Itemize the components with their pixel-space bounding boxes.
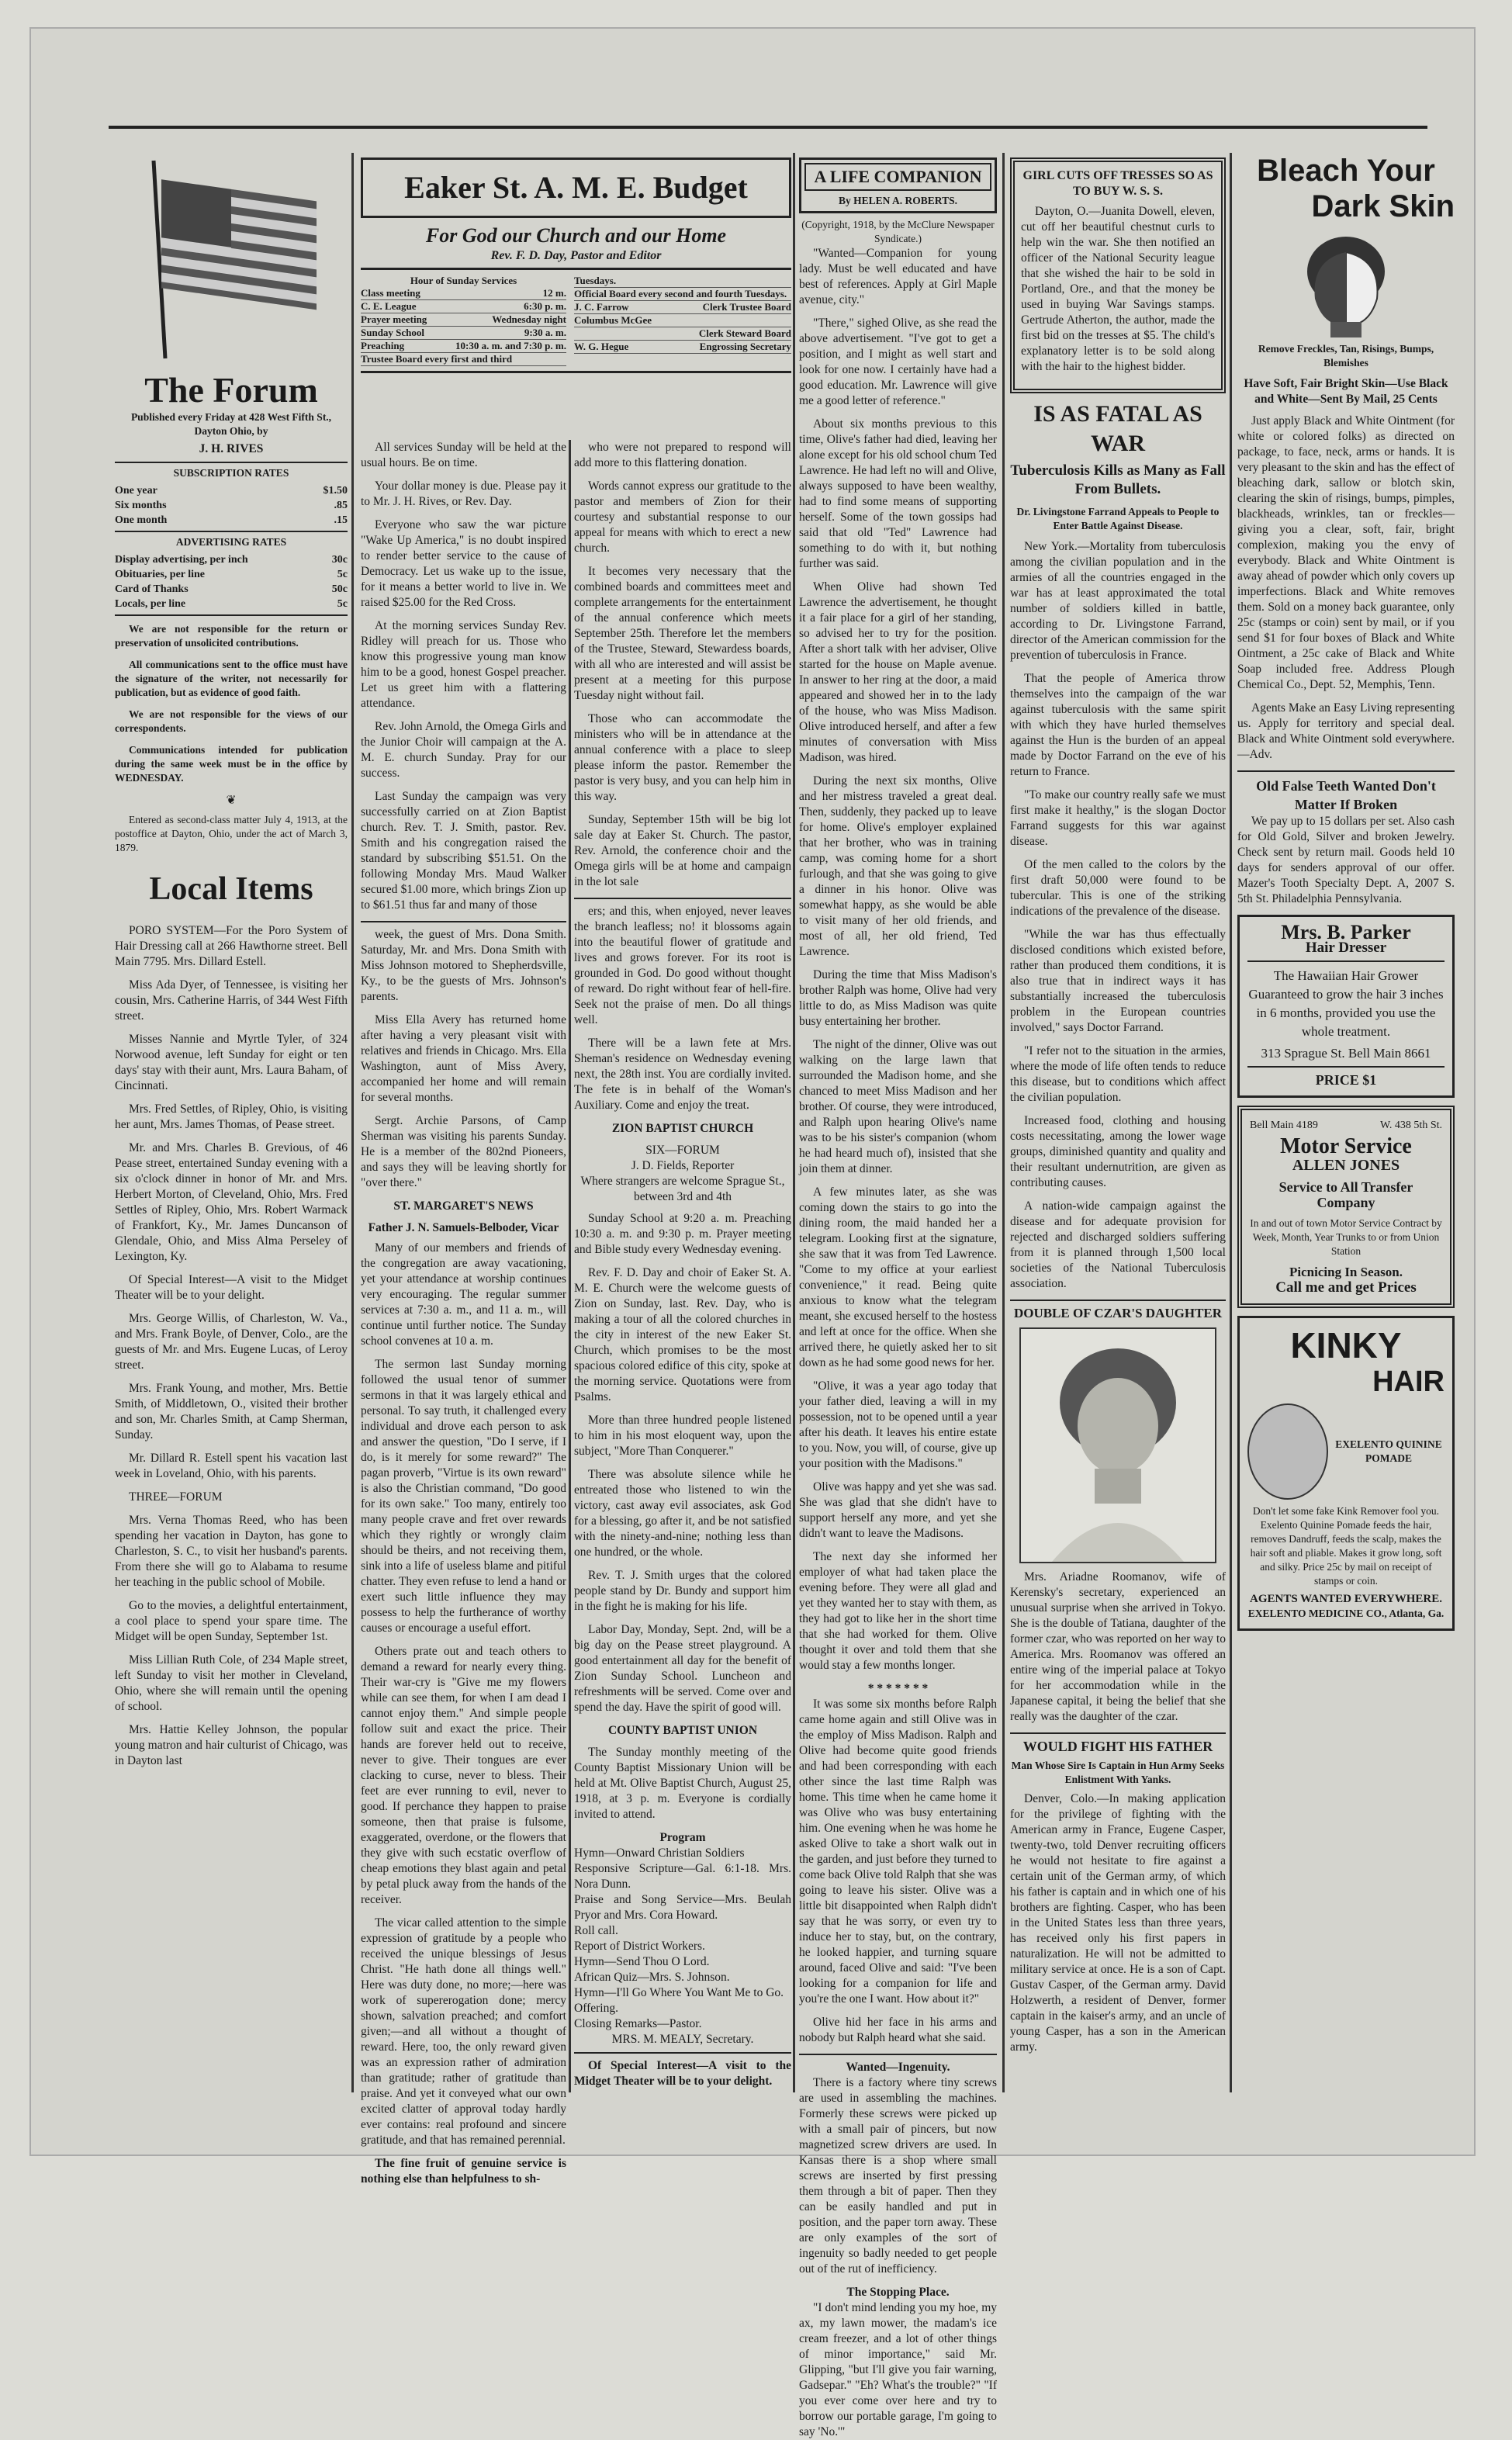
program-item: Praise and Song Service—Mrs. Beulah Pryor and Mrs. Cora Howard. (574, 1893, 791, 1922)
zion-paragraph: Sunday School at 9:20 a. m. Preaching 10:30 a. m. and 9:30 p. m. Prayer meeting and Bible study every Wednesday evening. (574, 1212, 791, 1256)
schedule-label: C. E. League (361, 300, 417, 312)
column-divider (1230, 153, 1232, 2092)
motor-phone: Bell Main 4189 (1250, 1120, 1318, 1131)
budget-pastor: Rev. F. D. Day, Pastor and Editor (361, 249, 791, 270)
local-item: Mrs. George Willis, of Charleston, W. Va., and Mrs. Frank Boyle, of Denver, Colo., are the guests of Mr. and Mrs. Eugene Lucas, of Leroy street. (115, 1312, 348, 1372)
fatal-title: IS AS FATAL AS WAR (1033, 401, 1202, 456)
fatal-paragraph: That the people of America throw themselves into the campaign of the war against tuberculosis with the same spirit with which they have hurled themselves against the Hun is the burden of an appeal made by Doctor Farrand on the eve of his return to France. (1010, 672, 1226, 778)
program-item: Offering. (574, 2002, 618, 2015)
rate-value: $1.50 (323, 485, 348, 497)
story-paragraph: About six months previous to this time, Olive's father had died, leaving her alone except for his old school chum Ted Lawrence. He had left no will and Olive, always supposed to have been wealthy, had to find some means of supporting herself. Some of the town gossips had said that old "Ted" Lawrence had something to do with it, but nothing further was said. (799, 417, 997, 570)
column-forum (115, 153, 348, 2092)
woman-portrait (1247, 1403, 1328, 1500)
local-item: PORO SYSTEM—For the Poro System of Hair Dressing call at 266 Hawthorne street. Bell Main 7795. Mrs. Dillard Estell. (115, 924, 348, 968)
program-item: Roll call. (574, 1924, 618, 1937)
rate-value: .15 (334, 514, 348, 526)
czar-caption: Mrs. Ariadne Roomanov, wife of Kerensky's secretary, experienced an unusual surprise when she arrived in Tokyo. She is the double of Tatiana, daughter of the former czar, who was reported on her way to America. Mrs. Roomanov was offered an entire wing of the imperial palace at Tokyo for her accommodation while in the Japanese capital, it being the belief that she really was the daughter of the czar. (1010, 1570, 1226, 1723)
forum-notice: Communications intended for publication during the same week must be in the office by WEDNESDAY. (115, 744, 348, 784)
margaret-paragraph: The sermon last Sunday morning followed the usual tenor of summer sermons in that it was largely ethical and personal. To say truth, it challenged every individual and drove each person to ask and answer the question, "Do I serve, if I do, is it merely for some reward?" The pagan proverb, "Virtue is its own reward" is also the Christian command, "Do good for its own sake." Too many, entirely too many people crave and fret over rewards which they rightly or wrongly claim should be theirs, and not receiving them, sink into a life of useless blame and pitiful chatter. They even refuse to lend a hand or exert such little influence they may possess to help the furtherance of worthy causes or encourage a useful effort. (361, 1358, 566, 1635)
story-paragraph: When Olive had shown Ted Lawrence the advertisement, he thought it a fair place for a girl of her standing, so advised her to try for the position. After a short talk with her adviser, Olive started for the house on Maple avenue. In answer to her ring at the door, a maid appeared and showed her in to the lady of the house, who was Miss Madison. Olive introduced herself, and after a few minutes of conversation with Miss Madison, was hired. (799, 580, 997, 764)
budget-paragraph: Sunday, September 15th will be big lot sale day at Eaker St. Church. The pastor, Rev. Arnold, the conference choir and the Omega girls will be at home and campaign in the lot sale (574, 813, 791, 888)
zion-paragraph: Rev. F. D. Day and choir of Eaker St. A. M. E. Church were the welcome guests of Zion on Sunday, last. Rev. Day, who is making a tour of all the colored churches in the city in interest of the new Eaker St. Church, which promises to be the most spacious colored edifice of this city, spoke at the morning service. Quotations were from Psalms. (574, 1266, 791, 1403)
kinky-title2: HAIR (1372, 1365, 1445, 1398)
story-paragraph: "Olive, it was a year ago today that your father died, leaving a will in my possession, not to be opened until a year after his death. It leaves his entire estate to you. Now, you will, of course, give up your position with the Madisons." (799, 1379, 997, 1470)
budget-paragraph: Rev. John Arnold, the Omega Girls and the Junior Choir will campaign at the A. M. E. church Sunday. Pray for our success. (361, 720, 566, 780)
rate-label: Display advertising, per inch (115, 554, 248, 566)
schedule-value: Clerk Trustee Board (702, 301, 791, 313)
column-news (1010, 153, 1226, 2092)
forum-entered: Entered as second-class matter July 4, 1913, at the postoffice at Dayton, Ohio, under the act of March 3, 1879. (115, 814, 348, 853)
county-paragraph: The Sunday monthly meeting of the County Baptist Missionary Union will be held at Mt. Olive Baptist Church, August 25, 1918, at 3 p. m. Everyone is cordially invited to attend. (574, 1746, 791, 1821)
local-item: Mrs. Verna Thomas Reed, who has been spending her vacation in Dayton, has gone to Charleston, S. C., to visit her husband's parents. From there she will go to Alabama to resume her teaching in the public school of Mobile. (115, 1514, 348, 1589)
margaret-paragraph: The vicar called attention to the simple expression of gratitude by a people who received the unique blessings of Jesus Christ. "He hath done all things well." Here was duty done, no more;—here was work of supererogation done; mercy shown, salvation preached; and comfort given;—and all without a thought of reward. Here, too, the only reward given was an expression rather of admiration than gratitude; rather of gratitude than praise. And yet it conveyed what our own excited clatter of approval today hardly ever contains: real profound and sincere gratitude, and that has remained perennial. (361, 1916, 566, 2147)
local-item: Mr. and Mrs. Charles B. Grevious, of 46 Pease street, entertained Sunday evening with a six o'clock dinner in honor of Mr. and Mrs. Herbert Morton, of Cleveland, Ohio, Mrs. Fred Settles of Ripley, Ohio, Mrs. Robert Warmack of Frankfort, Ky., Mr. James Duncanson of Glendale, Ohio, and Miss Alma Perseley of Lexington, Ky. (115, 1141, 348, 1263)
bleach-remove: Remove Freckles, Tan, Risings, Bumps, Blemishes (1258, 343, 1434, 369)
rate-value: 5c (337, 569, 348, 580)
budget-paragraph: Words cannot express our gratitude to the pastor and members of Zion for their courtesy and substantial response to our appeal for means with which to erect a new church. (574, 479, 791, 555)
rate-value: 30c (331, 554, 348, 566)
local-item: Mr. Dillard R. Estell spent his vacation last week in Loveland, Ohio, with his parents. (115, 1452, 348, 1480)
schedule-value: 9:30 a. m. (524, 327, 566, 338)
margaret-vicar: Father J. N. Samuels-Belboder, Vicar (368, 1221, 559, 1234)
zion-title: ZION BAPTIST CHURCH (611, 1122, 754, 1135)
zion-reporter: J. D. Fields, Reporter (631, 1159, 735, 1172)
adv-rates-title: ADVERTISING RATES (175, 536, 287, 548)
rate-label: Obituaries, per line (115, 569, 206, 580)
motor-ad (1237, 1106, 1455, 1308)
mid-paragraph: week, the guest of Mrs. Dona Smith. Saturday, Mr. and Mrs. Dona Smith with Miss Johnson motored to Shepherdsville, Ky., to be the guests of Mrs. Johnson's parents. (361, 928, 566, 1003)
bleach-title1: Bleach Your (1257, 154, 1435, 188)
column-divider (569, 440, 571, 2092)
column-ads (1237, 153, 1455, 2092)
margaret-title: ST. MARGARET'S NEWS (393, 1199, 534, 1213)
schedule-label: Trustee Board every first and third (361, 353, 513, 365)
bleach-body: Just apply Black and White Ointment (for white or colored folks) as directed on package, to face, neck, arms or hands. It is very pleasant to the skin and has the effect of bleaching dark, sallow or blotch skin, clearing the skin of risings, bumps, pimples, blackheads, wrinkles, tan or freckles—giving you a clear, soft, fair, bright complexion, making you the envy of everybody. Black and White Ointment is away ahead of powder which only covers up imperfections. Black and White removes them. Sold on a money back guarantee, only 25c (stamps or coin) sent by mail, or if you send $1 for four boxes of Black and White Ointment, a 25c cake of Black and White Soap included free. Address Plough Chemical Co., Dept. 52, Memphis, Tenn. (1237, 414, 1455, 691)
stopping-title: The Stopping Place. (846, 2286, 950, 2299)
flag-illustration (138, 153, 324, 362)
margaret-paragraph: Others prate out and teach others to demand a reward for nearly every thing. Their war-cry is "Give me my flowers while can see them, for when I am dead I cannot enjoy them." And simple people follow suit and exact the price. Their hands are forever held out to receive, never to give. Their tongues are ever clacking to curse, never to bless. Their feet are ever running to evil, never to good. If perchance they happen to praise someone, then that praise is fulsome, exaggerated, overdone, or the flowers that they give with such ecstatic overflow of cheap emotions they blast again and petal by petal pluck away from the hands of the receiver. (361, 1645, 566, 1906)
teeth-body: We pay up to 15 dollars per set. Also cash for Old Gold, Silver and broken Jewelry. Check sent by return mail. Goods held 10 days for senders approval of our offer. Mazer's Tooth Specialty Dept. A, 2007 S. 5th St. Philadelphia Pennsylvania. (1237, 815, 1455, 905)
budget-motto: For God our Church and our Home (425, 224, 727, 247)
story-paragraph: "There," sighed Olive, as she read the above advertisement. "I've got to get a position, and I might as well start and look for one now. I certainly have had a good education. Mr. Lawrence will give me a good letter of reference." (799, 317, 997, 407)
schedule-label: J. C. Farrow (574, 301, 629, 313)
motor-picnic: Picnicing In Season. (1289, 1265, 1403, 1279)
story-paragraph: Olive hid her face in his arms and nobody but Ralph heard what she said. (799, 2016, 997, 2044)
budget-paragraph: At the morning services Sunday Rev. Ridley will preach for us. Those who know this progressive young man know him to be a good, honest Gospel preacher. Let us greet him with a flattering attendance. (361, 619, 566, 710)
column-budget-a (361, 440, 566, 2186)
companion-author: By HELEN A. ROBERTS. (839, 195, 957, 206)
kinky-agents: AGENTS WANTED EVERYWHERE. (1250, 1593, 1442, 1605)
parker-address: 313 Sprague St. Bell Main 8661 (1261, 1046, 1431, 1061)
zion-paragraph: There was absolute silence while he entreated those who listened to win the victory, cast away evil associates, ask God for a blessing, go after it, and be not satisfied with the ninety-and-nine; nothing less than one hundred, or the whole. (574, 1468, 791, 1559)
schedule-label: Class meeting (361, 287, 420, 299)
zion-where: Where strangers are welcome Sprague St., between 3rd and 4th (580, 1175, 785, 1203)
parker-price: PRICE $1 (1247, 1066, 1445, 1088)
forum-notice: We are not responsible for the return or preservation of unsolicited contributions. (115, 623, 348, 649)
parker-name: Mrs. B. Parker (1281, 921, 1411, 943)
column-divider (793, 153, 795, 2092)
schedule-title: Hour of Sunday Services (410, 275, 517, 286)
asterisk-divider: * * * * * * * (867, 1682, 929, 1695)
fight-sub: Man Whose Sire Is Captain in Hun Army Seeks Enlistment With Yanks. (1011, 1760, 1225, 1785)
parker-body: The Hawaiian Hair Grower Guaranteed to grow the hair 3 inches in 6 months, provided you use the whole treatment. (1248, 968, 1444, 1039)
forum-publisher: J. H. RIVES (199, 442, 264, 455)
rate-label: One month (115, 514, 168, 526)
story-paragraph: A few minutes later, as she was coming down the stairs to go into the dining room, the maid handed her a telegram. Looking first at the signature, she saw that it was from Ted Lawrence. "Come to my office at your earliest convenience," it read. Being quite anxious to know what the telegram meant, she excused herself to the hostess and left at once for the office. When she arrived there, he quietly asked her to sit down as he had some good news for her. (799, 1185, 997, 1369)
budget-paragraph: Those who can accommodate the ministers who will be in attendance at the annual conference with a place to sleep please inform the pastor. Remember the pastor is very busy, and you can help him in this way. (574, 712, 791, 803)
program-item: Closing Remarks—Pastor. (574, 2017, 702, 2030)
schedule-label: Sunday School (361, 327, 425, 338)
motor-address: W. 438 5th St. (1380, 1120, 1442, 1131)
schedule-value: Wednesday night (492, 313, 566, 325)
companion-copyright: (Copyright, 1918, by the McClure Newspaper Syndicate.) (801, 219, 995, 244)
schedule-value: Engrossing Secretary (699, 341, 791, 352)
newspaper-page (29, 27, 1476, 2438)
tresses-box (1010, 157, 1226, 393)
fatal-sub2: Dr. Livingstone Farrand Appeals to People to Enter Battle Against Disease. (1016, 506, 1220, 531)
program-item: African Quiz—Mrs. S. Johnson. (574, 1971, 730, 1984)
czar-title: DOUBLE OF CZAR'S DAUGHTER (1013, 1306, 1223, 1320)
fight-body: Denver, Colo.—In making application for the privilege of fighting with the American army in France, Eugene Casper, twenty-two, told Denver recruiting officers he would not hesitate to fire against a certain unit of the German army, of which his father is captain and in which one of his brothers are fighting. Casper, who has been in the United States less than three years, has received only his first papers in naturalization. He will not be admitted to military service at once. He is a son of Capt. Gustav Casper, of the German army. David Holzwerth, a resident of Denver, former captain in the kaiser's army, and an uncle of young Casper, has a son in the American army. (1010, 1792, 1226, 2054)
bleach-title2: Dark Skin (1311, 189, 1455, 223)
parker-role: Hair Dresser (1247, 940, 1445, 962)
budget-paragraph: Your dollar money is due. Please pay it to Mr. J. H. Rives, or Rev. Day. (361, 479, 566, 508)
rate-label: Six months (115, 500, 167, 511)
motor-service: Service to All Transfer Company (1278, 1179, 1413, 1210)
budget-paragraph: who were not prepared to respond will add more to this flattering donation. (574, 441, 791, 469)
fatal-paragraph: New York.—Mortality from tuberculosis among the civilian population and in the armies of all the countries engaged in the war has at least approximated the total number of soldiers killed in battle, according to Dr. Livingstone Farrand, director of the American commission for the prevention of tuberculosis in France. (1010, 540, 1226, 662)
local-item: Miss Ada Dyer, of Tennessee, is visiting her cousin, Mrs. Catherine Harris, of 344 West Fifth street. (115, 978, 348, 1023)
fatal-paragraph: "To make our country really safe we must first make it healthy," is the slogan Doctor Farrand suggests for this war against disease. (1010, 788, 1226, 848)
local-item: Misses Nannie and Myrtle Tyler, of 324 Norwood avenue, left Sunday for eight or ten days' stay with their aunt, Mrs. Laura Baham, of Cincinnati. (115, 1033, 348, 1092)
face-illustration (1296, 229, 1396, 337)
ornament-icon: ❦ (226, 794, 237, 807)
local-item: Mrs. Hattie Kelley Johnson, the popular young matron and hair culturist of Chicago, was in Dayton last (115, 1723, 348, 1767)
local-items-title: Local Items (149, 871, 313, 907)
program-title: Program (659, 1831, 706, 1844)
companion-title: A LIFE COMPANION (804, 163, 991, 191)
county-title: COUNTY BAPTIST UNION (607, 1724, 758, 1737)
bleach-have: Have Soft, Fair Bright Skin—Use Black and White—Sent By Mail, 25 Cents (1244, 377, 1448, 406)
forum-notice: All communications sent to the office must have the signature of the writer, not necessarily for publication, but as evidence of good faith. (115, 659, 348, 698)
teeth-title: Old False Teeth Wanted Don't Matter If Broken (1256, 778, 1436, 812)
story-paragraph: The night of the dinner, Olive was out walking on the large lawn that surrounded the Madison home, and she chanced to meet Miss Madison and her brother. Of course, they were introduced, and Ralph upon hearing Olive's name was to be his sister's companion (whom he had heard much of), insisted that she join them at dinner. (799, 1038, 997, 1175)
stopping-paragraph: "I don't mind lending you my hoe, my ax, my lawn mower, the madam's ice cream freezer, and a lot of other things of minor importance," said Mr. Glipping, "but I'll give you fair warning, Gadsepar." "Eh? What's the trouble?" "If you ever come over here and try to borrow our portable garage, I'm going to say 'No.'" (799, 2301, 997, 2438)
schedule-label: Columbus McGee (574, 314, 652, 326)
kinky-brand: EXELENTO QUININE POMADE (1335, 1438, 1442, 1464)
story-paragraph: Olive was happy and yet she was sad. She was glad that she didn't have to support herself any more, and yet she didn't want to leave the Madisons. (799, 1480, 997, 1540)
portrait-photo (1019, 1327, 1216, 1563)
schedule-value: 12 m. (542, 287, 566, 299)
program-item: Hymn—I'll Go Where You Want Me to Go. (574, 1986, 784, 1999)
fatal-sub1: Tuberculosis Kills as Many as Fall From Bullets. (1010, 462, 1226, 497)
program-item: Hymn—Onward Christian Soldiers (574, 1846, 745, 1860)
schedule-label: W. G. Hegue (574, 341, 629, 352)
local-item: Of Special Interest—A visit to the Midget Theater will be to your delight. (115, 1273, 348, 1302)
story-paragraph: "Wanted—Companion for young lady. Must be well educated and have best of references. Apply at Girl Maple avenue, city." (799, 247, 997, 306)
fatal-paragraph: "While the war has thus effectually disclosed conditions which existed before, rather than produced them conditions, it is also true that in indirect ways it has substantially increased the tuberculosis problem in the European countries involved," says Doctor Farrand. (1010, 928, 1226, 1034)
margaret-paragraph: The fine fruit of genuine service is nothing else than helpfulness to sh- (361, 2157, 566, 2186)
local-item: Mrs. Fred Settles, of Ripley, Ohio, is visiting her aunt, Mrs. James Thomas, of Pease street. (115, 1102, 348, 1131)
schedule-label: Official Board every second and fourth Tuesdays. (574, 288, 787, 299)
motor-body: In and out of town Motor Service Contract by Week, Month, Year Trunks to or from Union Station (1250, 1217, 1442, 1257)
special-interest: Of Special Interest—A visit to the Midget Theater will be to your delight. (574, 2059, 791, 2088)
rate-value: .85 (334, 500, 348, 511)
tresses-title: GIRL CUTS OFF TRESSES SO AS TO BUY W. S. S. (1022, 169, 1213, 198)
column-divider (351, 153, 354, 2092)
schedule-label: Prayer meeting (361, 313, 427, 325)
fight-title: WOULD FIGHT HIS FATHER (1022, 1739, 1213, 1754)
wanted-title: Wanted—Ingenuity. (846, 2061, 950, 2074)
bleach-agents: Agents Make an Easy Living representing us. Apply for territory and special deal. Black and White Ointment sold everywhere.—Adv. (1237, 701, 1455, 761)
budget-paragraph: Everyone who saw the war picture "Wake Up America," is no doubt inspired to render better service to the cause of Democracy. Let us wake up to the issue, for it means a better world to live in. We raised $25.00 for the Red Cross. (361, 518, 566, 609)
budget-title: Eaker St. A. M. E. Budget (361, 157, 791, 218)
program-item: Report of District Workers. (574, 1940, 705, 1953)
top-rule (109, 126, 1427, 129)
program-item: Hymn—Send Thou O Lord. (574, 1955, 710, 1968)
budget-paragraph: Last Sunday the campaign was very successfully carried on at Zion Baptist church. Rev. T. J. Smith, pastor. Rev. Smith and his congregation raised the standard by subscribing $51.51. On the following Monday Mrs. Maud Walker secured $1.00 more, which brings Zion up to $61.51 thus far and many of those (361, 790, 566, 912)
budget-header (361, 153, 791, 373)
motor-name: ALLEN JONES (1292, 1157, 1400, 1174)
fatal-paragraph: "I refer not to the situation in the armies, where the mode of life often tends to reduce this disease, but to conditions which affect the civilian population. (1010, 1044, 1226, 1104)
story-paragraph: During the time that Miss Madison's brother Ralph was home, Olive had very little to do, as Miss Madison was quite busy entertaining her brother. (799, 968, 997, 1028)
story-paragraph: During the next six months, Olive and her mistress traveled a great deal. Then, suddenly, they packed up to leave for home. Olive's employer explained that her brother, who was in training camp, was coming home for a short furlough, and that she was going to give a dinner in his honor. Olive was somewhat happy, as she would be able to visit many of her old friends, and most of all, her old friend, Ted Lawrence. (799, 774, 997, 958)
schedule-value: 6:30 p. m. (524, 300, 566, 312)
mid-paragraph: There will be a lawn fete at Mrs. Sheman's residence on Wednesday evening next, the 28th inst. You are cordially invited. The fete is in behalf of the Woman's Auxiliary. Come and enjoy the treat. (574, 1037, 791, 1112)
forum-title: The Forum (144, 370, 318, 410)
local-item: Go to the movies, a delightful entertainment, a cool place to spend your spare time. The Midget will be open Sunday, September 1st. (115, 1599, 348, 1643)
column-divider (1002, 153, 1005, 2092)
forum-pub-line: Published every Friday at 428 West Fifth St., Dayton Ohio, by (130, 411, 332, 437)
local-item: THREE—FORUM (129, 1490, 223, 1504)
zion-paragraph: Labor Day, Monday, Sept. 2nd, will be a big day on the Pease street playground. A good entertainment all day for the benefit of Zion Sunday School. Luncheon and refreshments will be served. Come over and spend the day. Have the spirit of good will. (574, 1623, 791, 1714)
schedule-value: 10:30 a. m. and 7:30 p. m. (455, 340, 566, 351)
rate-label: One year (115, 485, 157, 497)
fatal-paragraph: Of the men called to the colors by the first draft 50,000 were found to be tubercular. This is one of the striking indications of the prevalence of the disease. (1010, 858, 1226, 918)
kinky-body: Don't let some fake Kink Remover fool you. Exelento Quinine Pomade feeds the hair, removes Dandruff, feeds the scalp, makes the hair soft and pliable. Makes it grow long, soft and silky. Price 25c by mail on receipt of stamps or coin. (1250, 1505, 1442, 1587)
rate-label: Card of Thanks (115, 583, 189, 595)
budget-paragraph: All services Sunday will be held at the usual hours. Be on time. (361, 441, 566, 469)
parker-ad (1237, 915, 1455, 1098)
mid-paragraph: Sergt. Archie Parsons, of Camp Sherman was visiting his parents Sunday. He is a member of the 802nd Pioneers, and says they will be leaving shortly for "over there." (361, 1114, 566, 1189)
column-budget-b (574, 440, 791, 2092)
program-item: Responsive Scripture—Gal. 6:1-18. Mrs. Nora Dunn. (574, 1862, 791, 1891)
zion-paragraph: Rev. T. J. Smith urges that the colored people stand by Dr. Bundy and support him in the fight he is making for his life. (574, 1569, 791, 1613)
local-item: Miss Lillian Ruth Cole, of 234 Maple street, left Sunday to visit her mother in Cleveland, Ohio, where she will remain until the opening of school. (115, 1653, 348, 1713)
rate-value: 5c (337, 598, 348, 610)
column-companion (799, 153, 997, 2438)
fatal-paragraph: A nation-wide campaign against the disease and for adequate provision for rejected and discharged soldiers suffering from it is planned through 1,500 local societies of the National Tuberculosis association. (1010, 1199, 1226, 1290)
kinky-title1: KINKY (1290, 1325, 1402, 1365)
schedule-left (361, 275, 566, 366)
kinky-company: EXELENTO MEDICINE CO., Atlanta, Ga. (1247, 1608, 1445, 1619)
schedule-right (574, 275, 791, 366)
motor-title: Motor Service (1280, 1134, 1412, 1158)
schedule-label: Tuesdays. (574, 275, 617, 286)
zion-sub: SIX—FORUM (645, 1144, 720, 1157)
kinky-ad (1237, 1316, 1455, 1631)
tresses-body: Dayton, O.—Juanita Dowell, eleven, cut off her beautiful chestnut curls to help win the war. She then notified an officer of the National Security league that she wished the hair to be sold in Portland, Ore., and that the money be used in buying War Savings stamps. Gertrude Atherton, the author, made the first bid on the tresses at $5. The child's explanatory letter is to be sold along with the hair to the highest bidder. (1021, 205, 1215, 373)
forum-notice: We are not responsible for the views of our correspondents. (115, 708, 348, 734)
story-paragraph: It was some six months before Ralph came home again and still Olive was in the employ of Miss Madison. Ralph and Olive had become quite good friends and had been corresponding with each other since the last time Ralph was home. This time when he came home it was Olive who was busy entertaining him. One evening when he was home he asked Olive to take a short walk out in the garden, and just before they turned to come back Olive told Ralph that she was going to leave his sister. Olive was a little bit disappointed when Ralph didn't say that he was sorry, or even try to induce her to stay, but, on the contrary, he looked happier, and turning square around, faced Olive and said: "I've been looking for a companion for life and you're the one I want. How about it?" (799, 1698, 997, 2006)
program-item: MRS. M. MEALY, Secretary. (611, 2033, 754, 2046)
local-item: Mrs. Frank Young, and mother, Mrs. Bettie Smith, of Middletown, O., visited their brother and son, Mr. Charles Smith, at Camp Sherman, Sunday. (115, 1382, 348, 1442)
zion-paragraph: More than three hundred people listened to him in his most eloquent way, upon the subject, "More Than Conquerer." (574, 1414, 791, 1458)
mid-paragraph: ers; and this, when enjoyed, never leaves the branch leafless; no! it blossoms again into the beautiful flower of gratitude and lives and grows forever. For its root is grounded in God. Do good without thought of reward. Do right without fear of hell-fire. Seek not the praise of men. Do all things well. (574, 905, 791, 1026)
budget-paragraph: It becomes very necessary that the combined boards and committees meet and complete arrangements for the entertainment of the annual conference which meets September 25th. Therefore let the members of the Trustee, Steward, Stewardess boards, with all who are interested and will assist be present at a meeting for this purpose Tuesday night without fail. (574, 565, 791, 702)
rate-value: 50c (331, 583, 348, 595)
companion-header (799, 157, 997, 213)
fatal-paragraph: Increased food, clothing and housing costs necessitating, among the lower wage groups, diminished quantity and quality and their resultant undernutrition, are given as contributing causes. (1010, 1114, 1226, 1189)
motor-call: Call me and get Prices (1275, 1279, 1417, 1296)
sub-rates-title: SUBSCRIPTION RATES (173, 467, 289, 479)
wanted-paragraph: There is a factory where tiny screws are used in assembling the machines. Formerly these screws were picked up with a small pair of pincers, but now magnetized screw drivers are used. In Kansas there is a shop where small screws are inserted by first pressing them through a bit of paper. Then they can be easily handled and put in position, and the paper torn away. These are only examples of the sort of ingenuity so badly needed to get people out of the rut of inefficiency. (799, 2076, 997, 2276)
schedule-label: Preaching (361, 340, 405, 351)
schedule-value: Clerk Steward Board (698, 327, 791, 339)
story-paragraph: The next day she informed her employer of what had taken place the evening before. They were all glad and yet they wanted her to stay with them, as they had got to like her in the short time that she had worked for them. Olive thought it over and told them that she would stay a few months longer. (799, 1550, 997, 1672)
margaret-paragraph: Many of our members and friends of the congregation are away vacationing, yet your attendance at worship continues very encouraging. The regular summer services at 7:30 a. m., and 11 a. m., will continue until further notice. The Sunday school convenes at 10 a. m. (361, 1241, 566, 1348)
rate-label: Locals, per line (115, 598, 186, 610)
mid-paragraph: Miss Ella Avery has returned home after having a very pleasant visit with relatives and friends in Chicago. Mrs. Ella Washington, aunt of Miss Avery, accompanied her home and will remain for several months. (361, 1013, 566, 1104)
